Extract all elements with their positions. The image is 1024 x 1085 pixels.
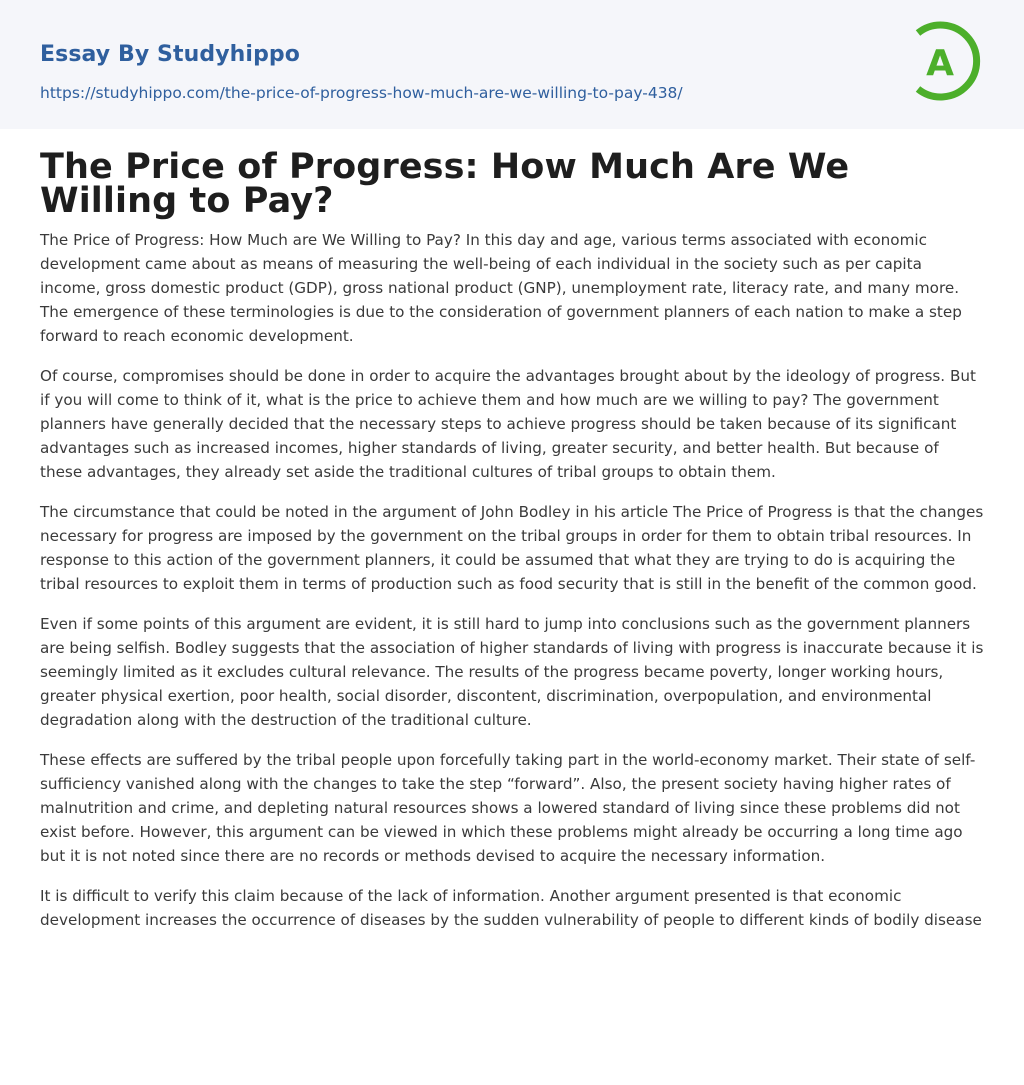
paragraph: These effects are suffered by the tribal people upon forcefully taking part in the world-economy market. Their state of self-sufficiency vanished along with the changes to take the step “forward”. Also, the present society having higher rates of malnutrition and crime, and depleting natural resources shows a lowered standard of living since these problems did not exist before. However, this argument can be viewed in which these problems might already be occurring a long time ago but it is not noted since there are no records or methods devised to acquire the necessary information. — [40, 751, 976, 865]
source-url-link[interactable]: https://studyhippo.com/the-price-of-progress-how-much-are-we-willing-to-pay-438/ — [40, 84, 683, 102]
paragraph: The circumstance that could be noted in the argument of John Bodley in his article The Price of Progress is that the changes necessary for progress are imposed by the government on the tribal groups in order for them to obtain tribal resources. In response to this action of the government planners, it could be assumed that what they are trying to do is acquiring the tribal resources to exploit them in terms of production such as food security that is still in the benefit of the common good. — [40, 503, 984, 593]
paragraph: Even if some points of this argument are evident, it is still hard to jump into conclusions such as the government planners are being selfish. Bodley suggests that the association of higher standards of living with progress is inaccurate because it is seemingly limited as it excludes cultural relevance. The results of the progress became poverty, longer working hours, greater physical exertion, poor health, social disorder, discontent, discrimination, overpopulation, and environmental degradation along with the destruction of the traditional culture. — [40, 615, 984, 729]
paragraph: Of course, compromises should be done in order to acquire the advantages brought about by the ideology of progress. But if you will come to think of it, what is the price to achieve them and how much are we willing to pay? The government planners have generally decided that the necessary steps to achieve progress should be taken because of its significant advantages such as increased incomes, higher standards of living, greater security, and better health. But because of these advantages, they already set aside the traditional cultures of tribal groups to obtain them. — [40, 367, 976, 481]
studyhippo-logo-icon[interactable] — [910, 19, 986, 105]
page-title: The Price of Progress: How Much Are We Willing to Pay? — [40, 147, 850, 221]
paragraph: It is difficult to verify this claim because of the lack of information. Another argument presented is that economic development increases the occurrence of diseases by the sudden vulnerability of people to different kinds of bodily disease — [40, 887, 982, 929]
paragraph: The Price of Progress: How Much are We Willing to Pay? In this day and age, various terms associated with economic development came about as means of measuring the well-being of each individual in the society such as per capita income, gross domestic product (GDP), gross national product (GNP), unemployment rate, literacy rate, and many more. The emergence of these terminologies is due to the consideration of government planners of each nation to make a step forward to reach economic development. — [40, 231, 962, 345]
logo-letter: A — [926, 43, 954, 84]
article-body — [40, 228, 985, 948]
brand-title[interactable]: Essay By Studyhippo — [40, 42, 300, 67]
page-header — [0, 0, 1024, 129]
